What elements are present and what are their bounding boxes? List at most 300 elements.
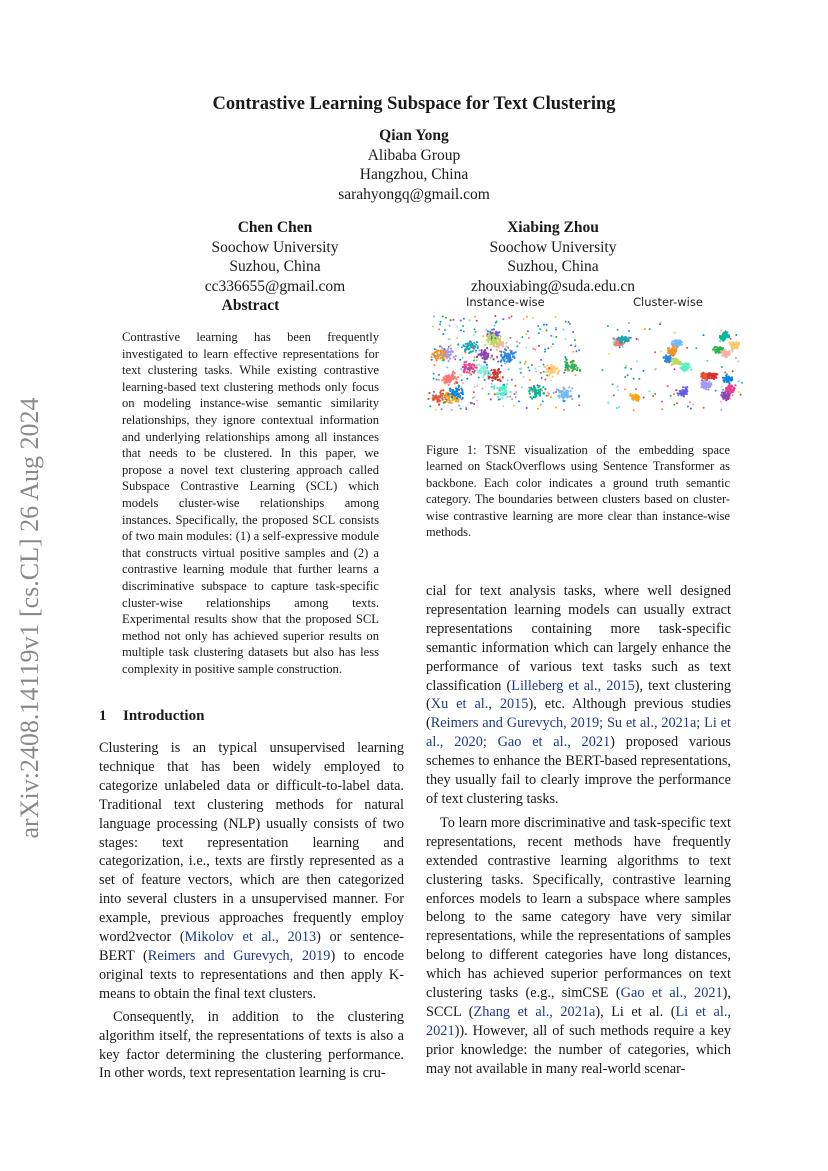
scatter-point xyxy=(686,347,688,349)
scatter-point xyxy=(722,348,724,350)
scatter-point xyxy=(670,395,672,397)
scatter-point xyxy=(543,366,545,368)
paragraph: Consequently, in addition to the clustering algorithm itself, the representations of texts is also a key factor determining the clustering performance. In other words, text representation learning is cru- xyxy=(99,1008,404,1082)
scatter-point xyxy=(429,405,431,407)
scatter-point xyxy=(740,394,742,396)
scatter-point xyxy=(439,345,441,347)
scatter-point xyxy=(555,329,557,331)
scatter-point xyxy=(441,408,443,410)
scatter-point xyxy=(493,358,495,360)
scatter-point xyxy=(659,323,661,325)
scatter-point xyxy=(504,358,506,360)
scatter-point xyxy=(732,394,734,396)
scatter-point xyxy=(486,367,488,369)
scatter-point xyxy=(738,380,740,382)
scatter-point xyxy=(685,388,687,390)
paragraph xyxy=(99,739,404,1004)
scatter-point xyxy=(456,397,458,399)
scatter-point xyxy=(564,369,566,371)
scatter-point xyxy=(496,387,498,389)
scatter-point xyxy=(509,349,511,351)
scatter-point xyxy=(451,350,453,352)
author-email: sarahyongq@gmail.com xyxy=(338,185,490,203)
scatter-point xyxy=(552,366,554,368)
scatter-point xyxy=(531,364,533,366)
scatter-point xyxy=(496,357,498,359)
scatter-point xyxy=(444,329,446,331)
scatter-point xyxy=(428,392,430,394)
citation-link[interactable]: Li et al., 2021 xyxy=(426,1003,731,1039)
scatter-point xyxy=(459,359,461,361)
scatter-point xyxy=(492,376,494,378)
scatter-point xyxy=(493,336,495,338)
scatter-point xyxy=(449,358,451,360)
scatter-point xyxy=(625,365,627,367)
scatter-point xyxy=(440,390,442,392)
scatter-point xyxy=(505,342,507,344)
author-location: Suzhou, China xyxy=(229,258,321,275)
scatter-point xyxy=(472,347,474,349)
scatter-point xyxy=(452,372,454,374)
scatter-point xyxy=(519,342,521,344)
scatter-point xyxy=(438,404,440,406)
scatter-point xyxy=(710,384,712,386)
scatter-point xyxy=(503,384,505,386)
scatter-point xyxy=(504,362,506,364)
scatter-point xyxy=(723,338,725,340)
scatter-point xyxy=(484,358,486,360)
scatter-point xyxy=(433,364,435,366)
abstract-text: Contrastive learning has been frequently investigated to learn effective representations for text clustering tasks. While existing contrastive learning-based text clustering methods only focus on modeling instance-wise semantic similarity relationships, they ignore contextual information and underlying relationships among all instances that needs to be clustered. In this paper, we propose a novel text clustering approach called Subspace Contrastive Learning (SCL) which models cluster-wise relationships among instances. Specifically, the proposed SCL consists of two main modules: (1) a self-expressive module that constructs virtual positive samples and (2) a contrastive learning module that further learns a discriminative subspace to capture task-specific cluster-wise relationships among texts. Experimental results show that the proposed SCL method not only has achieved superior results on multiple task clustering datasets but also has less complexity in positive sample construction. xyxy=(122,330,379,676)
scatter-point xyxy=(634,398,636,400)
scatter-point xyxy=(469,372,471,374)
scatter-point xyxy=(677,392,679,394)
scatter-point xyxy=(537,392,539,394)
scatter-point xyxy=(427,398,429,400)
scatter-point xyxy=(562,396,564,398)
scatter-point xyxy=(521,386,523,388)
scatter-point xyxy=(721,392,723,394)
scatter-point xyxy=(721,355,723,357)
scatter-point xyxy=(680,394,682,396)
scatter-point xyxy=(496,320,498,322)
scatter-point xyxy=(616,342,618,344)
scatter-point xyxy=(730,343,732,345)
scatter-point xyxy=(460,374,462,376)
scatter-point xyxy=(436,352,438,354)
scatter-point xyxy=(685,368,687,370)
scatter-point xyxy=(529,393,531,395)
scatter-point xyxy=(732,341,734,343)
scatter-point xyxy=(544,379,546,381)
scatter-point xyxy=(442,389,444,391)
scatter-point xyxy=(480,353,482,355)
scatter-point xyxy=(526,407,528,409)
scatter-point xyxy=(602,369,604,371)
scatter-point xyxy=(448,360,450,362)
scatter-point xyxy=(458,405,460,407)
scatter-point xyxy=(543,371,545,373)
scatter-point xyxy=(459,396,461,398)
scatter-point xyxy=(510,359,512,361)
scatter-point xyxy=(455,399,457,401)
scatter-point xyxy=(636,394,638,396)
scatter-point xyxy=(476,367,478,369)
scatter-point xyxy=(514,393,516,395)
scatter-point xyxy=(463,330,465,332)
scatter-point xyxy=(472,350,474,352)
citation-link[interactable]: Xu et al., 2015 xyxy=(430,696,529,713)
scatter-point xyxy=(462,325,464,327)
scatter-point xyxy=(494,393,496,395)
scatter-point xyxy=(726,398,728,400)
text-run: ), text clustering ( xyxy=(426,677,731,713)
scatter-point xyxy=(686,386,688,388)
scatter-point xyxy=(493,328,495,330)
scatter-point xyxy=(567,365,569,367)
scatter-point xyxy=(721,366,723,368)
scatter-point xyxy=(672,355,674,357)
scatter-point xyxy=(572,331,574,333)
scatter-point xyxy=(541,377,543,379)
scatter-point xyxy=(528,337,530,339)
scatter-point xyxy=(667,352,669,354)
scatter-point xyxy=(446,366,448,368)
scatter-point xyxy=(540,372,542,374)
scatter-point xyxy=(498,390,500,392)
scatter-point xyxy=(707,372,709,374)
scatter-point xyxy=(734,384,736,386)
scatter-point xyxy=(726,387,728,389)
scatter-point xyxy=(563,400,565,402)
scatter-point xyxy=(479,350,481,352)
scatter-point xyxy=(570,367,572,369)
scatter-point xyxy=(735,346,737,348)
scatter-point xyxy=(741,382,743,384)
paragraph xyxy=(426,582,731,809)
scatter-point xyxy=(550,371,552,373)
scatter-point xyxy=(660,321,662,323)
scatter-point xyxy=(541,389,543,391)
scatter-point xyxy=(702,372,704,374)
scatter-point xyxy=(732,391,734,393)
scatter-point xyxy=(532,391,534,393)
scatter-point xyxy=(462,382,464,384)
scatter-point xyxy=(525,361,527,363)
scatter-point xyxy=(644,328,646,330)
scatter-point xyxy=(563,388,565,390)
scatter-point xyxy=(472,397,474,399)
scatter-point xyxy=(678,342,680,344)
author-location: Suzhou, China xyxy=(507,258,599,275)
author-email: cc336655@gmail.com xyxy=(204,277,346,295)
scatter-point xyxy=(571,370,573,372)
scatter-point xyxy=(689,401,691,403)
scatter-point xyxy=(522,318,524,320)
scatter-point xyxy=(542,400,544,402)
scatter-point xyxy=(454,358,456,360)
scatter-point xyxy=(509,337,511,339)
scatter-point xyxy=(546,374,548,376)
scatter-point xyxy=(637,400,639,402)
scatter-point xyxy=(724,372,726,374)
scatter-point xyxy=(618,406,620,408)
scatter-point xyxy=(461,391,463,393)
scatter-point xyxy=(440,393,442,395)
scatter-point xyxy=(499,338,501,340)
scatter-point xyxy=(433,315,435,317)
scatter-point xyxy=(440,354,442,356)
scatter-point xyxy=(535,371,537,373)
scatter-point xyxy=(488,333,490,335)
text-run: To learn more discriminative and task-specific text representations, recent methods have frequently extended contrastive learning algorithms to text clustering tasks. Specifically, contrastive learning enforces models to learn a subspace where samples belong to the same category have very similar representations, while the representations of samples belong to different categories have long distances, which has achieved superior performances on text clustering tasks (e.g., simCSE ( xyxy=(426,814,731,1002)
scatter-point xyxy=(463,318,465,320)
scatter-point xyxy=(506,383,508,385)
scatter-point xyxy=(544,388,546,390)
scatter-point xyxy=(652,395,654,397)
scatter-point xyxy=(563,372,565,374)
scatter-point xyxy=(503,351,505,353)
scatter-point xyxy=(486,347,488,349)
scatter-point xyxy=(729,397,731,399)
scatter-point xyxy=(495,341,497,343)
scatter-point xyxy=(508,358,510,360)
scatter-point xyxy=(511,315,513,317)
scatter-point xyxy=(621,335,623,337)
scatter-point xyxy=(654,351,656,353)
scatter-point xyxy=(469,374,471,376)
citation-link[interactable]: Reimers and Gurevych, 2019; Su et al., 2021a; Li et al., 2020; Gao et al., 2021 xyxy=(426,715,731,751)
scatter-point xyxy=(466,345,468,347)
scatter-point xyxy=(497,346,499,348)
scatter-point xyxy=(660,351,662,353)
scatter-point xyxy=(503,393,505,395)
scatter-point xyxy=(486,364,488,366)
scatter-point xyxy=(451,409,453,411)
scatter-point xyxy=(484,371,486,373)
paper-title: Contrastive Learning Subspace for Text Clustering xyxy=(212,94,616,114)
scatter-point xyxy=(714,376,716,378)
abstract-heading: Abstract xyxy=(221,297,280,314)
scatter-point xyxy=(526,316,528,318)
scatter-point xyxy=(546,324,548,326)
scatter-point xyxy=(443,348,445,350)
scatter-point xyxy=(574,345,576,347)
scatter-point xyxy=(552,343,554,345)
scatter-point xyxy=(667,347,669,349)
scatter-point xyxy=(498,399,500,401)
scatter-point xyxy=(690,408,692,410)
scatter-point xyxy=(563,329,565,331)
text-run: ) proposed various schemes to enhance the BERT-based representations, they usually fail to clearly improve the performance of text clustering tasks. xyxy=(426,734,731,807)
scatter-point xyxy=(667,385,669,387)
scatter-point xyxy=(449,325,451,327)
scatter-point xyxy=(502,346,504,348)
text-run: )). However, all of such methods require a key prior knowledge: the number of categories, which may not available in many real-world scenar- xyxy=(426,1022,731,1077)
citation-link[interactable]: Zhang et al., 2021a xyxy=(473,1003,596,1020)
scatter-point xyxy=(726,335,728,337)
scatter-point xyxy=(465,361,467,363)
scatter-point xyxy=(547,347,549,349)
scatter-point xyxy=(575,374,577,376)
scatter-point xyxy=(525,333,527,335)
scatter-point xyxy=(519,368,521,370)
scatter-point xyxy=(480,365,482,367)
scatter-point xyxy=(505,393,507,395)
scatter-point xyxy=(485,329,487,331)
scatter-point xyxy=(578,396,580,398)
scatter-point xyxy=(550,364,552,366)
scatter-point xyxy=(433,398,435,400)
scatter-point xyxy=(555,327,557,329)
scatter-point xyxy=(558,397,560,399)
scatter-point xyxy=(515,391,517,393)
scatter-point xyxy=(725,330,727,332)
scatter-point xyxy=(435,394,437,396)
scatter-point xyxy=(528,390,530,392)
scatter-point xyxy=(492,339,494,341)
scatter-point xyxy=(502,386,504,388)
scatter-point xyxy=(566,394,568,396)
scatter-point xyxy=(476,359,478,361)
scatter-point xyxy=(613,394,615,396)
scatter-point xyxy=(608,353,610,355)
scatter-point xyxy=(679,367,681,369)
scatter-point xyxy=(729,387,731,389)
section-title: Introduction xyxy=(123,708,205,724)
scatter-point xyxy=(548,374,550,376)
scatter-point xyxy=(535,389,537,391)
scatter-point xyxy=(732,370,734,372)
scatter-point xyxy=(568,386,570,388)
scatter-point xyxy=(461,398,463,400)
scatter-point xyxy=(707,384,709,386)
scatter-point xyxy=(494,315,496,317)
scatter-point xyxy=(701,375,703,377)
scatter-point xyxy=(529,379,531,381)
scatter-point xyxy=(576,350,578,352)
scatter-point xyxy=(469,351,471,353)
scatter-point xyxy=(565,367,567,369)
scatter-point xyxy=(448,393,450,395)
scatter-point xyxy=(448,384,450,386)
scatter-point xyxy=(476,385,478,387)
scatter-point xyxy=(661,408,663,410)
scatter-point xyxy=(520,372,522,374)
scatter-point xyxy=(521,336,523,338)
scatter-point xyxy=(476,341,478,343)
scatter-point xyxy=(565,338,567,340)
text-run: ) or sentence-BERT ( xyxy=(99,929,405,964)
scatter-point xyxy=(489,338,491,340)
scatter-point xyxy=(674,339,676,341)
text-run: Clustering is an typical unsupervised learning technique that has been widely employed to categorize unlabeled data or difficult-to-label data. Traditional text clustering methods for natural language processing (NLP) usually consists of two stages: text representation learning and categorization, i.e., texts are firstly represented as a set of feature vectors, which are then categorized into several clusters in a unsupervised manner. For example, previous approaches frequently employ word2vector ( xyxy=(99,740,404,946)
scatter-point xyxy=(435,379,437,381)
scatter-point xyxy=(450,348,452,350)
scatter-point xyxy=(440,357,442,359)
scatter-point xyxy=(686,390,688,392)
citation-link[interactable]: Mikolov et al., 2013 xyxy=(184,929,317,946)
scatter-point xyxy=(482,388,484,390)
scatter-point xyxy=(731,349,733,351)
scatter-point xyxy=(493,385,495,387)
scatter-point xyxy=(654,369,656,371)
scatter-point xyxy=(443,394,445,396)
scatter-point xyxy=(442,359,444,361)
scatter-point xyxy=(499,350,501,352)
citation-link[interactable]: Lilleberg et al., 2015 xyxy=(511,677,635,694)
scatter-point xyxy=(677,394,679,396)
scatter-point xyxy=(563,391,565,393)
scatter-point xyxy=(467,364,469,366)
scatter-point xyxy=(550,396,552,398)
text-run: cial for text analysis tasks, where well designed representation learning models can usually extract representations containing more task-specific semantic information which can largely enhance the performance of various text tasks such as text classification ( xyxy=(426,583,731,694)
scatter-point xyxy=(505,346,507,348)
scatter-point xyxy=(671,359,673,361)
scatter-point xyxy=(682,390,684,392)
author-name: Xiabing Zhou xyxy=(507,219,599,236)
scatter-point xyxy=(510,391,512,393)
scatter-point xyxy=(576,369,578,371)
scatter-point xyxy=(723,379,725,381)
scatter-point xyxy=(683,364,685,366)
scatter-point xyxy=(566,363,568,365)
scatter-point xyxy=(578,349,580,351)
scatter-point xyxy=(715,390,717,392)
text-run: ), SCCL ( xyxy=(426,985,731,1020)
figure-label-instance-wise: Instance-wise xyxy=(466,295,545,309)
scatter-point xyxy=(738,361,740,363)
scatter-point xyxy=(676,402,678,404)
scatter-point xyxy=(708,381,710,383)
citation-link[interactable]: Reimers and Gurevych, 2019 xyxy=(147,947,331,964)
scatter-point xyxy=(438,379,440,381)
scatter-point xyxy=(438,374,440,376)
scatter-point xyxy=(465,343,467,345)
scatter-point xyxy=(556,389,558,391)
scatter-point xyxy=(550,346,552,348)
scatter-point xyxy=(505,386,507,388)
scatter-point xyxy=(565,321,567,323)
scatter-point xyxy=(528,370,530,372)
scatter-point xyxy=(496,373,498,375)
scatter-point xyxy=(574,339,576,341)
scatter-point xyxy=(457,344,459,346)
scatter-point xyxy=(472,366,474,368)
author-email: zhouxiabing@suda.edu.cn xyxy=(470,277,636,295)
scatter-point xyxy=(570,344,572,346)
scatter-point xyxy=(620,342,622,344)
scatter-point xyxy=(555,368,557,370)
scatter-point xyxy=(673,404,675,406)
section-heading-introduction xyxy=(99,708,204,725)
scatter-point xyxy=(496,334,498,336)
scatter-point xyxy=(617,329,619,331)
scatter-point xyxy=(497,370,499,372)
scatter-point xyxy=(502,318,504,320)
citation-link[interactable]: Gao et al., 2021 xyxy=(620,985,723,1002)
scatter-point xyxy=(474,370,476,372)
scatter-point xyxy=(484,362,486,364)
scatter-point xyxy=(617,389,619,391)
scatter-point xyxy=(628,322,630,324)
scatter-point xyxy=(494,325,496,327)
scatter-point xyxy=(674,332,676,334)
scatter-point xyxy=(676,346,678,348)
scatter-point xyxy=(511,379,513,381)
scatter-point xyxy=(732,351,734,353)
scatter-point xyxy=(538,345,540,347)
